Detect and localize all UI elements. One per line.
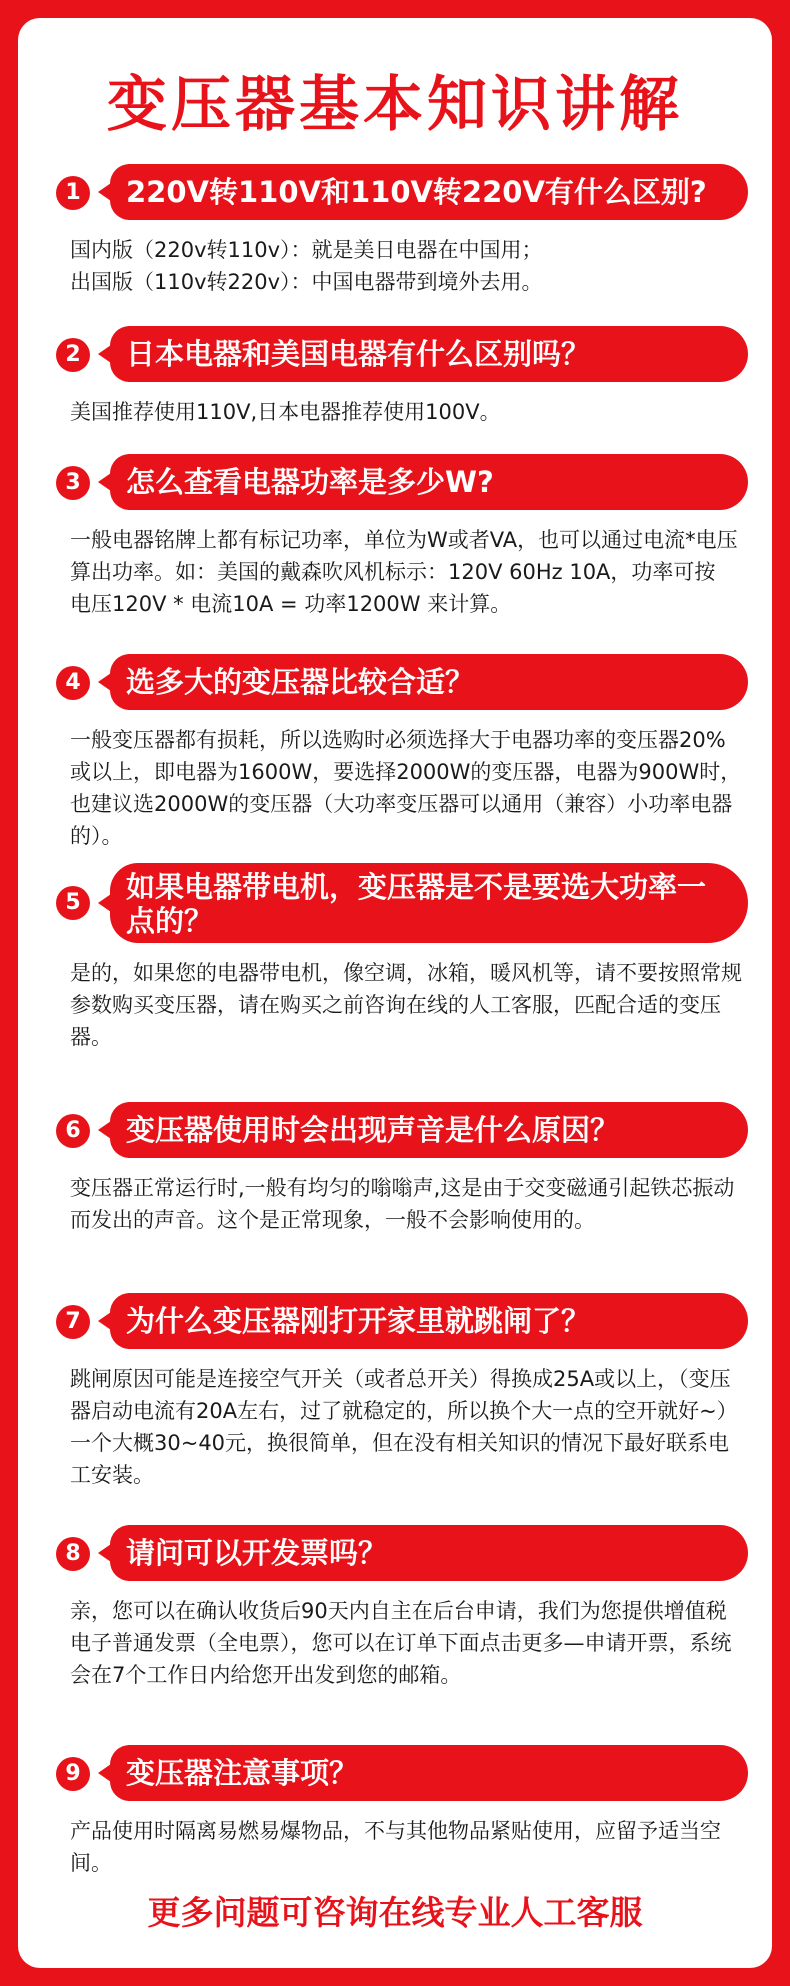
question-pill: 选多大的变压器比较合适？ [110, 654, 748, 710]
question-row [18, 1293, 772, 1349]
question-pill: 请问可以开发票吗？ [110, 1525, 748, 1581]
question-pill: 怎么查看电器功率是多少W? [110, 454, 748, 510]
answer-line: 一般变压器都有损耗，所以选购时必须选择大于电器功率的变压器20%或以上，即电器为1600W，要选择2000W的变压器，电器为900W时，也建议选2000W的变压器（大功率变压器可以通用（兼容）小功率电器的）。 [70, 728, 742, 848]
answer-line: 国内版（220v转110v）：就是美日电器在中国用； [70, 238, 543, 262]
faq-item-3 [18, 454, 772, 620]
answer-text [70, 1172, 742, 1236]
answer-line: 一般电器铭牌上都有标记功率，单位为W或者VA，也可以通过电流*电压算出功率。如：美国的戴森吹风机标示：120V 60Hz 10A，功率可按 电压120V * 电流10A = 功率1200W 来计算。 [70, 528, 738, 616]
number-badge: 5 [56, 886, 90, 920]
question-row [18, 654, 772, 710]
question-row [18, 326, 772, 382]
question-pill: 变压器使用时会出现声音是什么原因？ [110, 1102, 748, 1158]
content-card [18, 18, 772, 1968]
question-pill: 变压器注意事项？ [110, 1745, 748, 1801]
faq-item-9 [18, 1745, 772, 1879]
answer-text [70, 957, 742, 1053]
answer-text [70, 396, 742, 428]
faq-item-4 [18, 654, 772, 852]
answer-text [70, 1363, 742, 1491]
answer-line: 亲，您可以在确认收货后90天内自主在后台申请，我们为您提供增值税电子普通发票（全电票），您可以在订单下面点击更多—申请开票，系统会在7个工作日内给您开出发到您的邮箱。 [70, 1599, 732, 1687]
faq-item-8 [18, 1525, 772, 1691]
answer-text [70, 1815, 742, 1879]
number-badge: 8 [56, 1537, 90, 1571]
number-badge: 4 [56, 666, 90, 700]
answer-text [70, 1595, 742, 1691]
question-row [18, 863, 772, 943]
faq-item-6 [18, 1102, 772, 1236]
question-pill: 为什么变压器刚打开家里就跳闸了？ [110, 1293, 748, 1349]
question-pill: 日本电器和美国电器有什么区别吗？ [110, 326, 748, 382]
answer-line: 跳闸原因可能是连接空气开关（或者总开关）得换成25A或以上，（变压器启动电流有20A左右，过了就稳定的，所以换个大一点的空开就好~）一个大概30~40元，换很简单，但在没有相关知识的情况下最好联系电工安装。 [70, 1367, 738, 1487]
number-badge: 2 [56, 338, 90, 372]
faq-item-5 [18, 863, 772, 1053]
faq-item-2 [18, 326, 772, 428]
page-title: 变压器基本知识讲解 [107, 70, 683, 140]
number-badge: 7 [56, 1305, 90, 1339]
question-row [18, 1745, 772, 1801]
answer-line: 是的，如果您的电器带电机，像空调，冰箱，暖风机等，请不要按照常规参数购买变压器，请在购买之前咨询在线的人工客服，匹配合适的变压器。 [70, 961, 742, 1049]
answer-line: 产品使用时隔离易燃易爆物品，不与其他物品紧贴使用，应留予适当空间。 [70, 1819, 721, 1875]
answer-line: 出国版（110v转220v）：中国电器带到境外去用。 [70, 270, 543, 294]
question-row [18, 1102, 772, 1158]
answer-text [70, 724, 742, 852]
question-row [18, 164, 772, 220]
question-row [18, 454, 772, 510]
answer-line: 变压器正常运行时,一般有均匀的嗡嗡声,这是由于交变磁通引起铁芯振动而发出的声音。这个是正常现象，一般不会影响使用的。 [70, 1176, 735, 1232]
answer-text [70, 524, 742, 620]
number-badge: 1 [56, 176, 90, 210]
number-badge: 6 [56, 1114, 90, 1148]
footer-contact-text: 更多问题可咨询在线专业人工客服 [147, 1893, 643, 1932]
faq-item-1 [18, 164, 772, 298]
question-pill: 如果电器带电机，变压器是不是要选大功率一点的？ [110, 863, 748, 943]
question-row [18, 1525, 772, 1581]
answer-line: 美国推荐使用110V,日本电器推荐使用100V。 [70, 400, 501, 424]
question-pill: 220V转110V和110V转220V有什么区别? [110, 164, 748, 220]
answer-text [70, 234, 742, 298]
number-badge: 3 [56, 466, 90, 500]
number-badge: 9 [56, 1757, 90, 1791]
faq-item-7 [18, 1293, 772, 1491]
